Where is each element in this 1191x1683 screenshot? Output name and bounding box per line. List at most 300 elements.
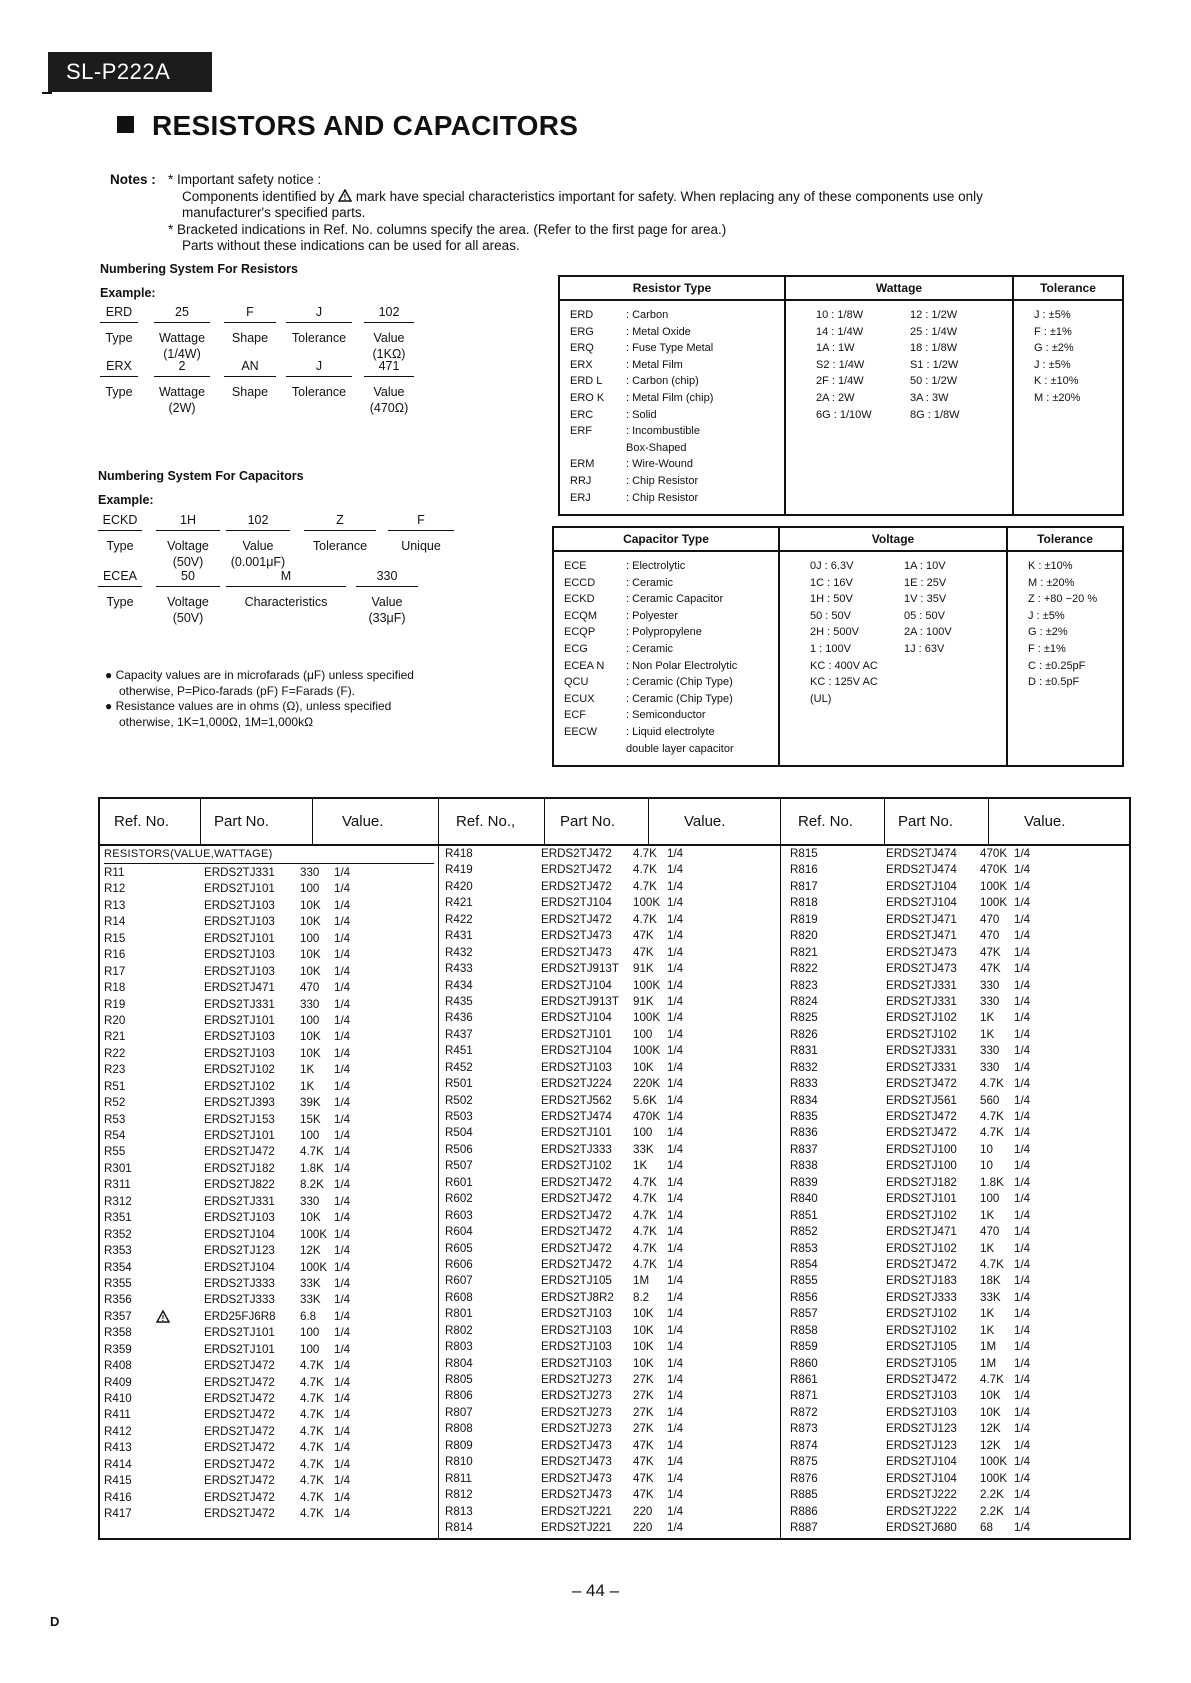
wattage: 1/4 xyxy=(1014,1175,1031,1189)
value: 4.7K xyxy=(633,863,657,877)
wattage: 1/4 xyxy=(667,929,684,943)
resistor-type-code: ERO K xyxy=(570,391,605,404)
part-no: ERDS2TJ473 xyxy=(541,1455,612,1469)
resistor-type-desc: Box-Shaped xyxy=(626,441,687,454)
ref-no: R431 xyxy=(445,929,473,943)
value: 4.7K xyxy=(633,1257,657,1271)
cap-ex1-label xyxy=(222,538,294,570)
res-ex2-code: ERX xyxy=(100,359,138,377)
part-no: ERDS2TJ104 xyxy=(541,1011,612,1025)
wattage: 1/4 xyxy=(334,898,351,912)
parts-row xyxy=(445,862,775,878)
ref-no: R19 xyxy=(104,997,126,1011)
part-no: ERDS2TJ472 xyxy=(204,1145,275,1159)
wattage: 1/4 xyxy=(1014,1422,1031,1436)
part-no: ERDS2TJ473 xyxy=(541,1471,612,1485)
wattage: 1/4 xyxy=(334,1013,351,1027)
ref-no: R872 xyxy=(790,1405,818,1419)
wattage: 1/4 xyxy=(1014,1307,1031,1321)
parts-row xyxy=(104,1276,434,1292)
cap-ex1-label: Unique xyxy=(401,539,441,553)
ref-no: R834 xyxy=(790,1093,818,1107)
value: 100 xyxy=(633,1126,653,1140)
parts-row xyxy=(445,1175,775,1191)
col-header-value-3: Value. xyxy=(1024,813,1066,830)
parts-row xyxy=(104,1506,434,1522)
ref-no: R434 xyxy=(445,978,473,992)
parts-row xyxy=(790,1487,1130,1503)
value: 100K xyxy=(980,879,1008,893)
capacitor-type-desc: : Ceramic (Chip Type) xyxy=(626,676,733,689)
parts-row xyxy=(790,1241,1130,1257)
part-no: ERDS2TJ104 xyxy=(886,896,957,910)
res-ex1-label xyxy=(148,330,216,362)
capacitor-type-desc: : Ceramic xyxy=(626,642,674,655)
part-no: ERDS2TJ104 xyxy=(541,1044,612,1058)
ref-no: R422 xyxy=(445,912,473,926)
part-no: ERDS2TJ104 xyxy=(541,896,612,910)
parts-row xyxy=(104,964,434,980)
resistor-type-code: ERM xyxy=(570,458,595,471)
ref-no: R873 xyxy=(790,1422,818,1436)
part-no: ERDS2TJ103 xyxy=(204,1211,275,1225)
parts-row xyxy=(790,1060,1130,1076)
ref-no: R17 xyxy=(104,964,126,978)
value: 4.7K xyxy=(633,1192,657,1206)
value: 100K xyxy=(633,1044,661,1058)
wattage: 1/4 xyxy=(1014,962,1031,976)
part-no: ERDS2TJ104 xyxy=(886,1455,957,1469)
part-no: ERDS2TJ101 xyxy=(541,1027,612,1041)
part-no: ERDS2TJ331 xyxy=(886,978,957,992)
parts-row xyxy=(790,1142,1130,1158)
ref-no: R812 xyxy=(445,1488,473,1502)
wattage: 1/4 xyxy=(334,981,351,995)
value: 330 xyxy=(300,866,320,879)
parts-row xyxy=(445,895,775,911)
part-no: ERDS2TJ153 xyxy=(204,1112,275,1126)
capacitor-numbering-title: Numbering System For Capacitors xyxy=(98,469,304,483)
part-no: ERDS2TJ100 xyxy=(886,1142,957,1156)
ref-no: R52 xyxy=(104,1096,126,1110)
unit-note-text: otherwise, P=Pico-farads (pF) F=Farads (F). xyxy=(119,683,356,698)
value: 10 xyxy=(980,1159,993,1173)
wattage: 1/4 xyxy=(667,1356,684,1370)
ref-no: R887 xyxy=(790,1520,818,1534)
note-1a xyxy=(168,189,1140,206)
ref-no: R858 xyxy=(790,1323,818,1337)
ref-no: R408 xyxy=(104,1359,132,1373)
value: 100K xyxy=(980,1455,1008,1469)
ref-no: R351 xyxy=(104,1211,132,1225)
ref-no: R436 xyxy=(445,1011,473,1025)
value: 4.7K xyxy=(300,1424,324,1438)
part-no: ERDS2TJ221 xyxy=(541,1520,612,1534)
value: 470K xyxy=(633,1110,661,1123)
parts-row xyxy=(790,1027,1130,1043)
tolerance-code: M : ±20% xyxy=(1028,576,1075,589)
value: 4.7K xyxy=(633,1241,657,1255)
value: 39K xyxy=(300,1096,321,1110)
col-header-part-3: Part No. xyxy=(898,813,954,830)
parts-row xyxy=(445,945,775,961)
part-no: ERDS2TJ103 xyxy=(541,1307,612,1321)
part-no: ERDS2TJ473 xyxy=(541,929,612,943)
res-ex2-code: 2 xyxy=(154,359,210,377)
wattage: 1/4 xyxy=(334,1276,351,1290)
voltage-code: 1H : 50V xyxy=(810,593,853,606)
value: 47K xyxy=(633,1488,654,1502)
part-no: ERDS2TJ562 xyxy=(541,1093,612,1107)
value: 470 xyxy=(980,929,1000,943)
cap-ex1-code: 1H xyxy=(156,513,220,531)
value: 4.7K xyxy=(300,1457,324,1471)
wattage: 1/4 xyxy=(1014,1077,1031,1091)
ref-no: R601 xyxy=(445,1175,473,1189)
capacitor-type-desc: : Ceramic Capacitor xyxy=(626,593,724,606)
parts-row xyxy=(790,978,1130,994)
value: 4.7K xyxy=(300,1490,324,1504)
part-no: ERDS2TJ472 xyxy=(204,1424,275,1438)
ref-no: R355 xyxy=(104,1276,132,1290)
value: 47K xyxy=(980,962,1001,976)
part-no: ERDS2TJ472 xyxy=(886,1077,957,1091)
ref-no: R808 xyxy=(445,1422,473,1436)
part-no: ERDS2TJ103 xyxy=(204,964,275,978)
parts-row xyxy=(790,1339,1130,1355)
page-number: – 44 – xyxy=(571,1581,620,1600)
ref-no: R859 xyxy=(790,1340,818,1354)
wattage-code: 1A : 1W xyxy=(816,342,855,355)
res-ex1-sub: (1/4W) xyxy=(163,347,201,361)
ref-no: R409 xyxy=(104,1375,132,1389)
ref-no: R801 xyxy=(445,1307,473,1321)
wattage: 1/4 xyxy=(334,1474,351,1488)
part-no: ERDS2TJ472 xyxy=(541,1175,612,1189)
parts-row xyxy=(445,1356,775,1372)
ref-no: R836 xyxy=(790,1126,818,1140)
ref-no: R806 xyxy=(445,1389,473,1403)
value: 10K xyxy=(300,1030,321,1044)
wattage: 1/4 xyxy=(667,912,684,926)
value: 10K xyxy=(633,1356,654,1370)
ref-no: R819 xyxy=(790,912,818,926)
parts-row xyxy=(790,1438,1130,1454)
ref-no: R816 xyxy=(790,863,818,877)
ref-no: R876 xyxy=(790,1471,818,1485)
value: 4.7K xyxy=(300,1507,324,1521)
wattage-code: S1 : 1/2W xyxy=(910,358,959,371)
part-no: ERDS2TJ472 xyxy=(541,1208,612,1222)
parts-row xyxy=(790,1504,1130,1520)
value: 4.7K xyxy=(300,1392,324,1405)
part-no: ERDS2TJ123 xyxy=(886,1422,957,1436)
part-no: ERDS2TJ101 xyxy=(886,1192,957,1206)
tolerance-code: F : ±1% xyxy=(1034,325,1072,338)
value: 100K xyxy=(300,1227,328,1241)
cap-ex2-code: 330 xyxy=(356,569,418,587)
tolerance-code: J : ±5% xyxy=(1028,609,1065,622)
part-no: ERDS2TJ331 xyxy=(886,994,957,1008)
parts-row xyxy=(104,1194,434,1210)
capacitor-type-desc: : Electrolytic xyxy=(626,560,686,572)
value: 10K xyxy=(633,1340,654,1354)
value: 100 xyxy=(633,1027,653,1041)
parts-row xyxy=(790,1306,1130,1322)
parts-row xyxy=(445,1471,775,1487)
cap-ex2-sub: (33μF) xyxy=(368,611,406,625)
part-no: ERDS2TJ393 xyxy=(204,1096,275,1110)
capacitor-type-code: ECQM xyxy=(564,609,597,622)
res-ex1-label-text: Value xyxy=(373,331,405,345)
part-no: ERDS2TJ474 xyxy=(886,863,957,877)
parts-row xyxy=(445,1388,775,1404)
value: 10K xyxy=(300,964,321,978)
wattage: 1/4 xyxy=(667,1389,684,1403)
value: 8.2K xyxy=(300,1178,324,1192)
value: 10K xyxy=(300,898,321,912)
part-no: ERDS2TJ472 xyxy=(204,1408,275,1422)
wattage: 1/4 xyxy=(667,1126,684,1140)
value: 330 xyxy=(300,1194,320,1208)
ref-no: R420 xyxy=(445,879,473,893)
parts-row xyxy=(104,1227,434,1243)
value: 560 xyxy=(980,1093,1000,1107)
capacitor-type-code: ECUX xyxy=(564,692,595,705)
col-header-part-2: Part No. xyxy=(560,813,616,830)
wattage-list xyxy=(785,300,1013,515)
part-no: ERDS2TJ680 xyxy=(886,1520,957,1534)
value: 91K xyxy=(633,994,654,1008)
parts-column-2 xyxy=(445,846,775,1536)
parts-row xyxy=(445,1405,775,1421)
title-bullet-square xyxy=(117,116,134,133)
part-no: ERDS2TJ222 xyxy=(886,1504,957,1518)
wattage: 1/4 xyxy=(334,1359,351,1373)
parts-row xyxy=(104,997,434,1013)
voltage-code: 05 : 50V xyxy=(904,609,945,622)
part-no: ERDS2TJ101 xyxy=(204,1129,275,1142)
notes-label: Notes : xyxy=(110,172,156,187)
wattage: 1/4 xyxy=(1014,912,1031,926)
part-no: ERDS2TJ333 xyxy=(204,1293,275,1307)
value: 100K xyxy=(633,978,661,992)
wattage: 1/4 xyxy=(667,1323,684,1337)
capacitor-type-code: ECE xyxy=(564,560,587,572)
part-no: ERDS2TJ913T xyxy=(541,962,619,976)
ref-no: R418 xyxy=(445,847,473,860)
corner-mark: D xyxy=(50,1614,60,1629)
part-no: ERDS2TJ102 xyxy=(886,1011,957,1025)
res-ex2-label xyxy=(362,384,416,416)
model-label: SL-P222A xyxy=(48,52,212,92)
value: 220 xyxy=(633,1520,653,1534)
parts-row xyxy=(104,1095,434,1111)
part-no: ERDS2TJ331 xyxy=(204,1194,275,1208)
res-ex1-code: J xyxy=(286,305,352,323)
value: 4.7K xyxy=(633,1208,657,1222)
resistor-type-desc: : Carbon xyxy=(626,309,669,321)
ref-no: R813 xyxy=(445,1504,473,1518)
wattage-code: 3A : 3W xyxy=(910,391,949,404)
value: 10K xyxy=(980,1405,1001,1419)
wattage: 1/4 xyxy=(667,1504,684,1518)
res-ex2-label-text: Wattage xyxy=(158,385,206,399)
parts-row xyxy=(445,1504,775,1520)
wattage: 1/4 xyxy=(1014,1356,1031,1370)
wattage: 1/4 xyxy=(1014,1159,1031,1173)
col-header: Capacitor Type xyxy=(553,527,779,551)
value: 47K xyxy=(633,1471,654,1485)
note-1a-pre: Components identified by xyxy=(182,188,335,204)
part-no: ERDS2TJ103 xyxy=(204,948,275,962)
part-no: ERDS2TJ472 xyxy=(204,1490,275,1504)
wattage: 1/4 xyxy=(334,1507,351,1521)
ref-no: R804 xyxy=(445,1356,473,1370)
unit-note-text: Resistance values are in ohms (Ω), unless specified xyxy=(115,699,392,713)
header-divider xyxy=(648,799,649,844)
part-no: ERDS2TJ273 xyxy=(541,1405,612,1419)
value: 10K xyxy=(300,915,321,929)
wattage-code: 50 : 1/2W xyxy=(910,375,958,388)
value: 470 xyxy=(980,1225,1000,1239)
wattage: 1/4 xyxy=(1014,1373,1031,1386)
capacitor-type-code: QCU xyxy=(564,676,589,689)
resistor-type-desc: : Chip Resistor xyxy=(626,474,699,487)
parts-row xyxy=(104,1490,434,1506)
ref-no: R312 xyxy=(104,1194,132,1208)
ref-no: R412 xyxy=(104,1424,132,1438)
part-no: ERDS2TJ102 xyxy=(541,1159,612,1173)
part-no: ERDS2TJ222 xyxy=(886,1488,957,1502)
parts-row xyxy=(445,1241,775,1257)
wattage: 1/4 xyxy=(667,1225,684,1239)
capacitor-type-desc: : Polyester xyxy=(626,609,678,622)
ref-no: R354 xyxy=(104,1260,132,1274)
ref-no: R831 xyxy=(790,1044,818,1058)
parts-row xyxy=(790,1323,1130,1339)
cap-ex1-label xyxy=(156,538,220,570)
col-header-ref-2: Ref. No., xyxy=(456,813,516,830)
value: 470 xyxy=(980,912,1000,926)
value: 33K xyxy=(300,1276,321,1290)
parts-row xyxy=(790,1125,1130,1141)
part-no: ERDS2TJ102 xyxy=(886,1323,957,1337)
value: 10 xyxy=(980,1142,993,1156)
ref-no: R805 xyxy=(445,1373,473,1386)
part-no: ERDS2TJ472 xyxy=(204,1359,275,1373)
value: 1K xyxy=(980,1307,995,1321)
cap-ex2-sub: (50V) xyxy=(172,611,204,625)
capacitor-type-desc: : Ceramic xyxy=(626,576,674,589)
wattage: 1/4 xyxy=(334,1309,351,1323)
value: 10K xyxy=(300,948,321,962)
value: 1M xyxy=(980,1340,997,1354)
resistor-type-code: RRJ xyxy=(570,474,592,487)
wattage: 1/4 xyxy=(1014,1455,1031,1469)
part-no: ERDS2TJ104 xyxy=(886,879,957,893)
col-header-part-1: Part No. xyxy=(214,813,270,830)
wattage: 1/4 xyxy=(667,1044,684,1058)
wattage: 1/4 xyxy=(667,1307,684,1321)
voltage-code: 2A : 100V xyxy=(904,626,952,639)
ref-no: R435 xyxy=(445,994,473,1008)
part-no: ERDS2TJ473 xyxy=(886,962,957,976)
ref-no: R608 xyxy=(445,1290,473,1304)
resistor-type-desc: : Metal Oxide xyxy=(626,325,691,338)
value: 4.7K xyxy=(633,1175,657,1189)
wattage: 1/4 xyxy=(334,915,351,929)
wattage: 1/4 xyxy=(334,1046,351,1060)
parts-row xyxy=(790,912,1130,928)
voltage-code xyxy=(904,691,998,708)
parts-row xyxy=(790,1454,1130,1470)
wattage-code: 25 : 1/4W xyxy=(910,325,958,338)
parts-row xyxy=(104,1342,434,1358)
wattage: 1/4 xyxy=(1014,1520,1031,1534)
wattage: 1/4 xyxy=(667,1373,684,1386)
ref-no: R359 xyxy=(104,1342,132,1356)
parts-row xyxy=(104,1473,434,1489)
wattage: 1/4 xyxy=(667,1488,684,1502)
wattage: 1/4 xyxy=(1014,1323,1031,1337)
resistor-tolerance-list xyxy=(1013,300,1123,515)
res-ex1-label-text: Wattage xyxy=(158,331,206,345)
resistor-type-desc: : Chip Resistor xyxy=(626,491,699,504)
wattage: 1/4 xyxy=(334,1293,351,1307)
value: 100K xyxy=(980,1471,1008,1485)
part-no: ERDS2TJ472 xyxy=(204,1474,275,1488)
wattage: 1/4 xyxy=(667,1175,684,1189)
capacitor-type-code: EECW xyxy=(564,725,597,738)
ref-no: R357 xyxy=(104,1309,132,1323)
part-no: ERDS2TJ471 xyxy=(886,1225,957,1239)
part-no: ERDS2TJ472 xyxy=(204,1507,275,1521)
value: 330 xyxy=(980,1044,1000,1058)
tolerance-code: J : ±5% xyxy=(1034,358,1071,371)
wattage-code: 2F : 1/4W xyxy=(816,375,864,388)
parts-row xyxy=(445,1487,775,1503)
wattage: 1/4 xyxy=(667,1405,684,1419)
wattage-code: 18 : 1/8W xyxy=(910,342,958,355)
part-no: ERDS2TJ473 xyxy=(541,1438,612,1452)
wattage: 1/4 xyxy=(667,1340,684,1354)
part-no: ERDS2TJ103 xyxy=(204,1046,275,1060)
value: 1K xyxy=(980,1027,995,1041)
cap-ex2-code: 50 xyxy=(156,569,220,587)
value: 4.7K xyxy=(633,912,657,926)
wattage: 1/4 xyxy=(667,962,684,976)
wattage: 1/4 xyxy=(334,1392,351,1405)
resistor-numbering-example: Example: xyxy=(100,286,156,300)
wattage: 1/4 xyxy=(1014,896,1031,910)
parts-row xyxy=(445,1438,775,1454)
ref-no: R352 xyxy=(104,1227,132,1241)
capacitor-type-desc: : Ceramic (Chip Type) xyxy=(626,692,733,705)
wattage: 1/4 xyxy=(667,945,684,959)
res-ex2-code: J xyxy=(286,359,352,377)
resistor-type-code: ERD L xyxy=(570,375,603,388)
note-1: * Important safety notice : xyxy=(168,172,322,187)
wattage: 1/4 xyxy=(667,847,684,860)
value: 33K xyxy=(980,1290,1001,1304)
parts-row xyxy=(790,879,1130,895)
ref-no: R815 xyxy=(790,847,818,860)
tolerance-code: K : ±10% xyxy=(1028,560,1073,572)
part-no: ERDS2TJ472 xyxy=(541,879,612,893)
value: 330 xyxy=(300,997,320,1011)
resistor-type-code: ERF xyxy=(570,425,592,438)
